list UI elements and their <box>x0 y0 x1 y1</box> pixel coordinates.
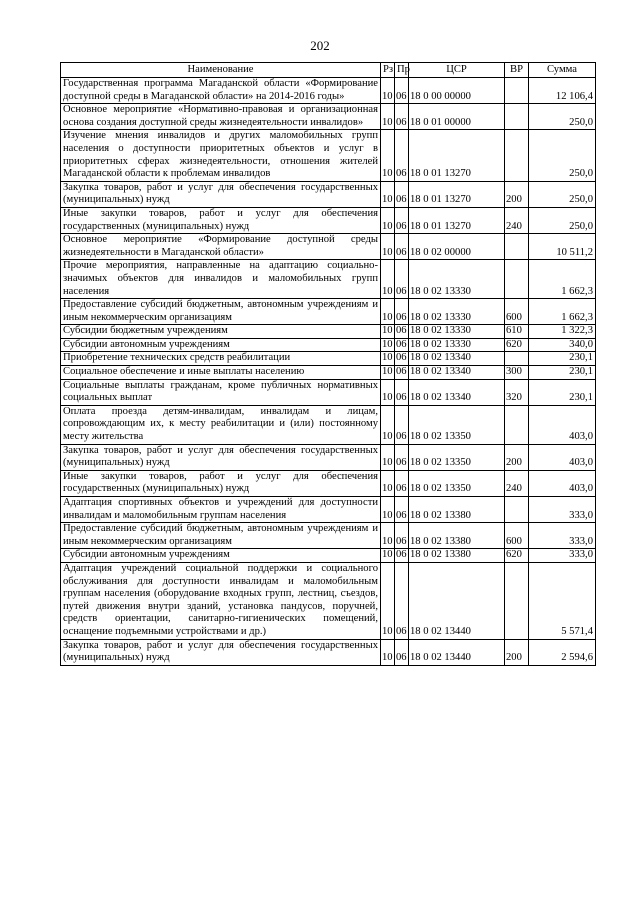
table-row <box>61 497 596 523</box>
cell-rz: 10 <box>381 562 395 639</box>
cell-name: Закупка товаров, работ и услуг для обеспечения государственных (муниципальных) нужд <box>61 181 381 207</box>
cell-rz: 10 <box>381 639 395 665</box>
table-row <box>61 299 596 325</box>
cell-name: Субсидии автономным учреждениям <box>61 338 381 352</box>
cell-sum: 333,0 <box>529 497 596 523</box>
page-number: 202 <box>310 38 330 53</box>
cell-name: Адаптация спортивных объектов и учреждений для доступности инвалидам и маломобильным группам населения <box>61 497 381 523</box>
cell-pr: 06 <box>395 78 409 104</box>
cell-sum: 403,0 <box>529 470 596 496</box>
cell-csr: 18 0 01 13270 <box>409 130 505 181</box>
table-row <box>61 338 596 352</box>
cell-name: Прочие мероприятия, направленные на адаптацию социально-значимых объектов для инвалидов и маломобильных групп населения <box>61 260 381 299</box>
cell-csr: 18 0 02 13350 <box>409 444 505 470</box>
cell-pr: 06 <box>395 497 409 523</box>
cell-name: Государственная программа Магаданской области «Формирование доступной среды в Магаданской области» на 2014-2016 годы» <box>61 78 381 104</box>
cell-sum: 12 106,4 <box>529 78 596 104</box>
cell-vr <box>505 104 529 130</box>
cell-rz: 10 <box>381 78 395 104</box>
table-body <box>61 78 596 666</box>
cell-csr: 18 0 02 13350 <box>409 470 505 496</box>
cell-csr: 18 0 02 13340 <box>409 352 505 366</box>
header-csr: ЦСР <box>409 63 505 78</box>
cell-rz: 10 <box>381 260 395 299</box>
cell-name: Иные закупки товаров, работ и услуг для обеспечения государственных (муниципальных) нужд <box>61 470 381 496</box>
cell-rz: 10 <box>381 523 395 549</box>
cell-rz: 10 <box>381 352 395 366</box>
budget-table <box>60 62 596 666</box>
cell-name: Субсидии автономным учреждениям <box>61 549 381 563</box>
cell-sum: 250,0 <box>529 104 596 130</box>
cell-vr: 240 <box>505 207 529 233</box>
cell-vr: 300 <box>505 366 529 380</box>
cell-name: Основное мероприятие «Формирование доступной среды жизнедеятельности в Магаданской области» <box>61 234 381 260</box>
cell-sum: 250,0 <box>529 207 596 233</box>
cell-rz: 10 <box>381 130 395 181</box>
cell-sum: 1 662,3 <box>529 260 596 299</box>
cell-sum: 250,0 <box>529 130 596 181</box>
cell-rz: 10 <box>381 379 395 405</box>
cell-vr: 240 <box>505 470 529 496</box>
cell-pr: 06 <box>395 470 409 496</box>
cell-rz: 10 <box>381 497 395 523</box>
cell-name: Изучение мнения инвалидов и других маломобильных групп населения о доступности приоритетных объектов и услуг в приоритетных сферах жизнедеятельности, отношения жителей Магаданской области к проблемам инвалидов <box>61 130 381 181</box>
cell-csr: 18 0 02 13380 <box>409 549 505 563</box>
cell-pr: 06 <box>395 523 409 549</box>
table-row <box>61 352 596 366</box>
table-row <box>61 325 596 339</box>
cell-csr: 18 0 02 13340 <box>409 366 505 380</box>
cell-rz: 10 <box>381 444 395 470</box>
cell-pr: 06 <box>395 130 409 181</box>
cell-name: Закупка товаров, работ и услуг для обеспечения государственных (муниципальных) нужд <box>61 444 381 470</box>
cell-vr <box>505 78 529 104</box>
cell-sum: 250,0 <box>529 181 596 207</box>
cell-vr: 200 <box>505 639 529 665</box>
cell-vr <box>505 497 529 523</box>
cell-name: Основное мероприятие «Нормативно-правовая и организационная основа создания доступной среды жизнедеятельности инвалидов» <box>61 104 381 130</box>
table-row <box>61 207 596 233</box>
cell-name: Закупка товаров, работ и услуг для обеспечения государственных (муниципальных) нужд <box>61 639 381 665</box>
table-row <box>61 379 596 405</box>
cell-pr: 06 <box>395 181 409 207</box>
table-row <box>61 549 596 563</box>
header-name: Наименование <box>61 63 381 78</box>
cell-csr: 18 0 02 13340 <box>409 379 505 405</box>
cell-sum: 2 594,6 <box>529 639 596 665</box>
table-row <box>61 366 596 380</box>
cell-rz: 10 <box>381 549 395 563</box>
cell-vr: 620 <box>505 549 529 563</box>
cell-pr: 06 <box>395 352 409 366</box>
cell-csr: 18 0 01 00000 <box>409 104 505 130</box>
header-vr: ВР <box>505 63 529 78</box>
cell-rz: 10 <box>381 207 395 233</box>
table-row <box>61 104 596 130</box>
cell-pr: 06 <box>395 234 409 260</box>
cell-name: Социальные выплаты гражданам, кроме публичных нормативных социальных выплат <box>61 379 381 405</box>
table-row <box>61 234 596 260</box>
cell-vr <box>505 260 529 299</box>
cell-name: Иные закупки товаров, работ и услуг для обеспечения государственных (муниципальных) нужд <box>61 207 381 233</box>
cell-vr <box>505 562 529 639</box>
table-row <box>61 405 596 444</box>
table-row <box>61 78 596 104</box>
table-row <box>61 444 596 470</box>
cell-vr: 200 <box>505 444 529 470</box>
cell-sum: 230,1 <box>529 366 596 380</box>
cell-csr: 18 0 02 00000 <box>409 234 505 260</box>
header-pr: Пр <box>395 63 409 78</box>
cell-sum: 403,0 <box>529 405 596 444</box>
cell-pr: 06 <box>395 104 409 130</box>
cell-csr: 18 0 02 13440 <box>409 639 505 665</box>
cell-sum: 230,1 <box>529 379 596 405</box>
cell-sum: 230,1 <box>529 352 596 366</box>
cell-rz: 10 <box>381 325 395 339</box>
cell-csr: 18 0 00 00000 <box>409 78 505 104</box>
cell-pr: 06 <box>395 207 409 233</box>
table-row <box>61 470 596 496</box>
cell-sum: 403,0 <box>529 444 596 470</box>
cell-vr: 320 <box>505 379 529 405</box>
table-row <box>61 639 596 665</box>
header-rz: Рз <box>381 63 395 78</box>
cell-vr: 600 <box>505 299 529 325</box>
cell-pr: 06 <box>395 562 409 639</box>
cell-csr: 18 0 02 13330 <box>409 338 505 352</box>
cell-rz: 10 <box>381 405 395 444</box>
cell-sum: 1 662,3 <box>529 299 596 325</box>
cell-name: Предоставление субсидий бюджетным, автономным учреждениям и иным некоммерческим организациям <box>61 523 381 549</box>
cell-pr: 06 <box>395 379 409 405</box>
cell-csr: 18 0 02 13380 <box>409 523 505 549</box>
table-row <box>61 181 596 207</box>
table-row <box>61 523 596 549</box>
cell-vr: 610 <box>505 325 529 339</box>
cell-rz: 10 <box>381 104 395 130</box>
cell-rz: 10 <box>381 366 395 380</box>
cell-sum: 340,0 <box>529 338 596 352</box>
cell-pr: 06 <box>395 338 409 352</box>
cell-name: Субсидии бюджетным учреждениям <box>61 325 381 339</box>
table-header-row <box>61 63 596 78</box>
cell-name: Адаптация учреждений социальной поддержки и социального обслуживания для доступности инвалидам и маломобильным группам населения (оборудование входных групп, лестниц, съездов, путей движения внутри зданий, установка пандусов, поручней, средств ориентации, санитарно-гигиенических помещений, оснащение подъемными устройствами и др.) <box>61 562 381 639</box>
cell-pr: 06 <box>395 366 409 380</box>
cell-csr: 18 0 02 13350 <box>409 405 505 444</box>
cell-vr <box>505 352 529 366</box>
cell-csr: 18 0 02 13330 <box>409 299 505 325</box>
cell-vr <box>505 234 529 260</box>
cell-pr: 06 <box>395 405 409 444</box>
cell-name: Социальное обеспечение и иные выплаты населению <box>61 366 381 380</box>
cell-sum: 5 571,4 <box>529 562 596 639</box>
cell-rz: 10 <box>381 470 395 496</box>
cell-sum: 1 322,3 <box>529 325 596 339</box>
cell-csr: 18 0 02 13330 <box>409 325 505 339</box>
table-row <box>61 130 596 181</box>
cell-vr: 200 <box>505 181 529 207</box>
cell-pr: 06 <box>395 299 409 325</box>
cell-name: Предоставление субсидий бюджетным, автономным учреждениям и иным некоммерческим организациям <box>61 299 381 325</box>
cell-sum: 10 511,2 <box>529 234 596 260</box>
cell-sum: 333,0 <box>529 523 596 549</box>
cell-sum: 333,0 <box>529 549 596 563</box>
cell-csr: 18 0 02 13440 <box>409 562 505 639</box>
cell-rz: 10 <box>381 181 395 207</box>
cell-pr: 06 <box>395 639 409 665</box>
cell-pr: 06 <box>395 260 409 299</box>
cell-pr: 06 <box>395 325 409 339</box>
cell-csr: 18 0 02 13380 <box>409 497 505 523</box>
cell-vr <box>505 405 529 444</box>
cell-rz: 10 <box>381 299 395 325</box>
table-row <box>61 260 596 299</box>
cell-csr: 18 0 01 13270 <box>409 207 505 233</box>
cell-rz: 10 <box>381 234 395 260</box>
cell-vr: 620 <box>505 338 529 352</box>
cell-csr: 18 0 02 13330 <box>409 260 505 299</box>
cell-vr <box>505 130 529 181</box>
cell-pr: 06 <box>395 549 409 563</box>
cell-name: Приобретение технических средств реабилитации <box>61 352 381 366</box>
cell-vr: 600 <box>505 523 529 549</box>
header-sum: Сумма <box>529 63 596 78</box>
cell-rz: 10 <box>381 338 395 352</box>
cell-name: Оплата проезда детям-инвалидам, инвалидам и лицам, сопровождающим их, к месту реабилитации и (или) постоянному месту жительства <box>61 405 381 444</box>
cell-csr: 18 0 01 13270 <box>409 181 505 207</box>
table-row <box>61 562 596 639</box>
cell-pr: 06 <box>395 444 409 470</box>
